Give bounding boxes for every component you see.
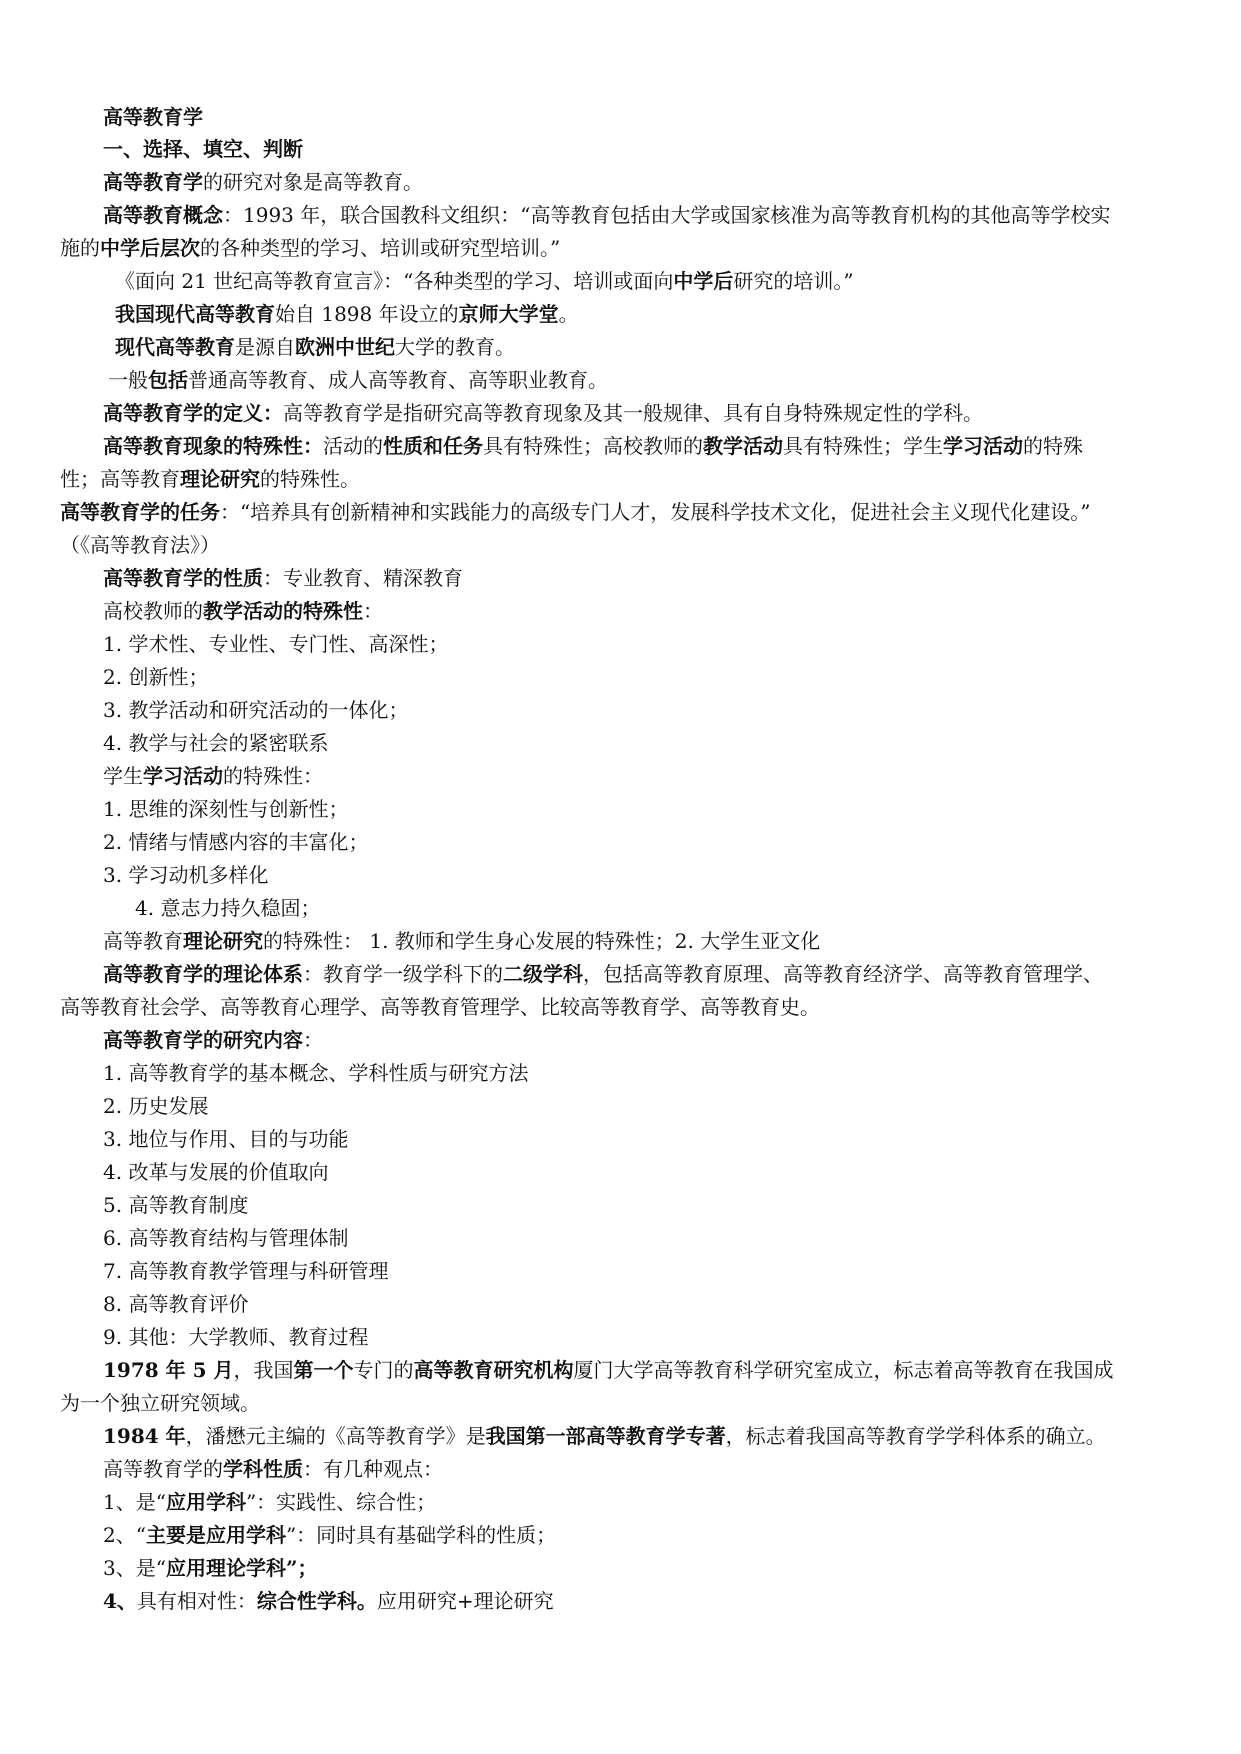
text: 专门的 bbox=[353, 1358, 414, 1382]
bold-text: 高等教育研究机构 bbox=[413, 1358, 574, 1382]
bold-text: 学习活动 bbox=[143, 764, 223, 788]
text-line bbox=[60, 1520, 1228, 1550]
text-line bbox=[60, 926, 1228, 956]
text-line bbox=[60, 794, 1228, 824]
text-line bbox=[60, 1454, 1228, 1484]
text-line bbox=[60, 332, 1240, 362]
text: ：1993 年，联合国教科文组织：“高等教育包括由大学或国家核准为高等教育机构的其他高等学校实 bbox=[223, 203, 1111, 227]
text: 4. 意志力持久稳固； bbox=[135, 896, 321, 920]
text-line bbox=[60, 827, 1228, 857]
text: 高等教育学的 bbox=[103, 1457, 223, 1481]
bold-text: 二级学科 bbox=[503, 962, 583, 986]
text: 1. 高等教育学的基本概念、学科性质与研究方法 bbox=[103, 1061, 529, 1085]
text-line bbox=[60, 629, 1228, 659]
text-line bbox=[60, 1586, 1228, 1616]
text: ： bbox=[303, 1028, 323, 1052]
text: 具有特殊性；高校教师的 bbox=[483, 434, 703, 458]
bold-text: 4、 bbox=[103, 1589, 137, 1613]
text: 。 bbox=[558, 302, 579, 326]
text: 高等教育社会学、高等教育心理学、高等教育管理学、比较高等教育学、高等教育史。 bbox=[60, 995, 820, 1019]
text-line bbox=[60, 1388, 1185, 1418]
bold-text: 我国第一部高等教育学专著 bbox=[485, 1424, 726, 1448]
bold-text: 高等教育学的任务 bbox=[60, 500, 220, 524]
text: 2. 历史发展 bbox=[103, 1094, 209, 1118]
text-line bbox=[60, 959, 1228, 989]
text: 9. 其他：大学教师、教育过程 bbox=[103, 1325, 369, 1349]
text-line bbox=[60, 992, 1185, 1022]
text-line bbox=[60, 1487, 1228, 1517]
text-line bbox=[60, 398, 1228, 428]
text: 4. 改革与发展的价值取向 bbox=[103, 1160, 329, 1184]
text-line bbox=[60, 365, 1233, 395]
text: 高等教育 bbox=[103, 929, 183, 953]
text: （《高等教育法》） bbox=[60, 533, 220, 557]
text: ，标志着我国高等教育学学科体系的确立。 bbox=[725, 1424, 1106, 1448]
text: 3、是“ bbox=[103, 1556, 166, 1580]
text-line bbox=[60, 266, 1240, 296]
bold-text: 京师大学堂 bbox=[458, 302, 559, 326]
bold-text: 高等教育现象的特殊性： bbox=[103, 434, 323, 458]
text-line bbox=[60, 464, 1185, 494]
text: 高校教师的 bbox=[103, 599, 203, 623]
text: 3. 学习动机多样化 bbox=[103, 863, 269, 887]
text: 的研究对象是高等教育。 bbox=[203, 170, 423, 194]
bold-text: 主要是应用学科 bbox=[145, 1523, 286, 1547]
text-line bbox=[60, 860, 1228, 890]
text-line bbox=[60, 1124, 1228, 1154]
text: 的特殊性。 bbox=[260, 467, 360, 491]
text-line bbox=[60, 1256, 1228, 1286]
text: 为一个独立研究领域。 bbox=[60, 1391, 260, 1415]
bold-text: 欧洲中世纪 bbox=[295, 335, 395, 359]
text-line bbox=[60, 1157, 1228, 1187]
bold-text: 应用理论学科”； bbox=[165, 1556, 318, 1580]
text-line bbox=[60, 530, 1185, 560]
bold-text: 1978 年 5 月 bbox=[103, 1358, 234, 1382]
text: 应用研究+理论研究 bbox=[376, 1589, 554, 1613]
text: 的特殊 bbox=[1023, 434, 1083, 458]
text: 始自 1898 年设立的 bbox=[275, 302, 459, 326]
text: ：专业教育、精深教育 bbox=[263, 566, 463, 590]
text: ：教育学一级学科下的 bbox=[303, 962, 503, 986]
bold-text: 性质和任务 bbox=[383, 434, 483, 458]
text: 具有相对性： bbox=[136, 1589, 257, 1613]
bold-text: 我国现代高等教育 bbox=[115, 302, 275, 326]
text: 1. 学术性、专业性、专门性、高深性； bbox=[103, 632, 449, 656]
text: 1、是“ bbox=[103, 1490, 166, 1514]
text-line bbox=[60, 1091, 1228, 1121]
text-line bbox=[60, 695, 1228, 725]
text: 2. 情绪与情感内容的丰富化； bbox=[103, 830, 369, 854]
text: ”：实践性、综合性； bbox=[245, 1490, 437, 1514]
bold-text: 综合性学科。 bbox=[256, 1589, 377, 1613]
text-line bbox=[60, 167, 1228, 197]
text: ，潘懋元主编的《高等教育学》是 bbox=[185, 1424, 486, 1448]
text: 的各种类型的学习、培训或研究型培训。” bbox=[200, 236, 561, 260]
bold-text: 教学活动的特殊性 bbox=[203, 599, 363, 623]
bold-text: 高等教育学的理论体系 bbox=[103, 962, 303, 986]
text: 2、“ bbox=[103, 1523, 146, 1547]
bold-text: 高等教育学的定义： bbox=[103, 401, 283, 425]
text: 3. 教学活动和研究活动的一体化； bbox=[103, 698, 409, 722]
text: 一般 bbox=[108, 368, 148, 392]
bold-text: 现代高等教育 bbox=[115, 335, 235, 359]
bold-text: 第一个 bbox=[293, 1358, 354, 1382]
text: 1. 思维的深刻性与创新性； bbox=[103, 797, 349, 821]
text: 学生 bbox=[103, 764, 143, 788]
text: 2. 创新性； bbox=[103, 665, 209, 689]
text-line bbox=[60, 200, 1228, 230]
bold-text: 高等教育学 bbox=[103, 105, 203, 129]
text: ：有几种观点： bbox=[303, 1457, 443, 1481]
bold-text: 1984 年 bbox=[103, 1424, 186, 1448]
text: ： bbox=[363, 599, 383, 623]
text-line bbox=[60, 728, 1228, 758]
text-line bbox=[60, 563, 1228, 593]
text-line bbox=[60, 1553, 1228, 1583]
text: ：“培养具有创新精神和实践能力的高级专门人才，发展科学技术文化，促进社会主义现代化建设。” bbox=[220, 500, 1091, 524]
text: 的特殊性： bbox=[223, 764, 323, 788]
text: 施的 bbox=[60, 236, 100, 260]
text-line bbox=[60, 233, 1185, 263]
bold-text: 学习活动 bbox=[943, 434, 1023, 458]
text: 性；高等教育 bbox=[60, 467, 180, 491]
text-line bbox=[60, 893, 1241, 923]
bold-text: 高等教育学的研究内容 bbox=[103, 1028, 303, 1052]
text-line bbox=[60, 1355, 1228, 1385]
text-line bbox=[60, 662, 1228, 692]
text: 普通高等教育、成人高等教育、高等职业教育。 bbox=[188, 368, 608, 392]
bold-text: 理论研究 bbox=[180, 467, 260, 491]
text: 《面向 21 世纪高等教育宣言》：“各种类型的学习、培训或面向 bbox=[115, 269, 674, 293]
text: 的特殊性： 1. 教师和学生身心发展的特殊性；2. 大学生亚文化 bbox=[263, 929, 821, 953]
text: ”：同时具有基础学科的性质； bbox=[285, 1523, 557, 1547]
text-line bbox=[60, 1025, 1228, 1055]
text: 3. 地位与作用、目的与功能 bbox=[103, 1127, 349, 1151]
text: 5. 高等教育制度 bbox=[103, 1193, 249, 1217]
text: 是源自 bbox=[235, 335, 295, 359]
bold-text: 包括 bbox=[148, 368, 188, 392]
text-line bbox=[60, 497, 1185, 527]
text-line bbox=[60, 596, 1228, 626]
bold-text: 高等教育学 bbox=[103, 170, 203, 194]
text-line bbox=[60, 761, 1228, 791]
bold-text: 中学后层次 bbox=[100, 236, 200, 260]
text-line bbox=[60, 431, 1228, 461]
text-line bbox=[60, 1322, 1228, 1352]
text: 厦门大学高等教育科学研究室成立，标志着高等教育在我国成 bbox=[573, 1358, 1114, 1382]
text: ，我国 bbox=[233, 1358, 294, 1382]
bold-text: 应用学科 bbox=[165, 1490, 246, 1514]
bold-text: 学科性质 bbox=[223, 1457, 303, 1481]
bold-text: 高等教育概念 bbox=[103, 203, 223, 227]
text-line bbox=[60, 1289, 1228, 1319]
text-line bbox=[60, 1421, 1228, 1451]
text: 6. 高等教育结构与管理体制 bbox=[103, 1226, 349, 1250]
bold-text: 理论研究 bbox=[183, 929, 263, 953]
text-line bbox=[60, 134, 1228, 164]
bold-text: 教学活动 bbox=[703, 434, 783, 458]
text-line bbox=[60, 299, 1240, 329]
text: 具有特殊性；学生 bbox=[783, 434, 943, 458]
text: 8. 高等教育评价 bbox=[103, 1292, 249, 1316]
text: 活动的 bbox=[323, 434, 383, 458]
text: 高等教育学是指研究高等教育现象及其一般规律、具有自身特殊规定性的学科。 bbox=[283, 401, 983, 425]
text: 研究的培训。” bbox=[733, 269, 854, 293]
text: 大学的教育。 bbox=[395, 335, 515, 359]
text-line bbox=[60, 102, 1228, 132]
text-line bbox=[60, 1223, 1228, 1253]
bold-text: 高等教育学的性质 bbox=[103, 566, 263, 590]
text-line bbox=[60, 1190, 1228, 1220]
text: 7. 高等教育教学管理与科研管理 bbox=[103, 1259, 389, 1283]
text-line bbox=[60, 1058, 1228, 1088]
bold-text: 中学后 bbox=[673, 269, 734, 293]
text: ，包括高等教育原理、高等教育经济学、高等教育管理学、 bbox=[583, 962, 1103, 986]
text: 4. 教学与社会的紧密联系 bbox=[103, 731, 329, 755]
bold-text: 一、选择、填空、判断 bbox=[103, 137, 303, 161]
